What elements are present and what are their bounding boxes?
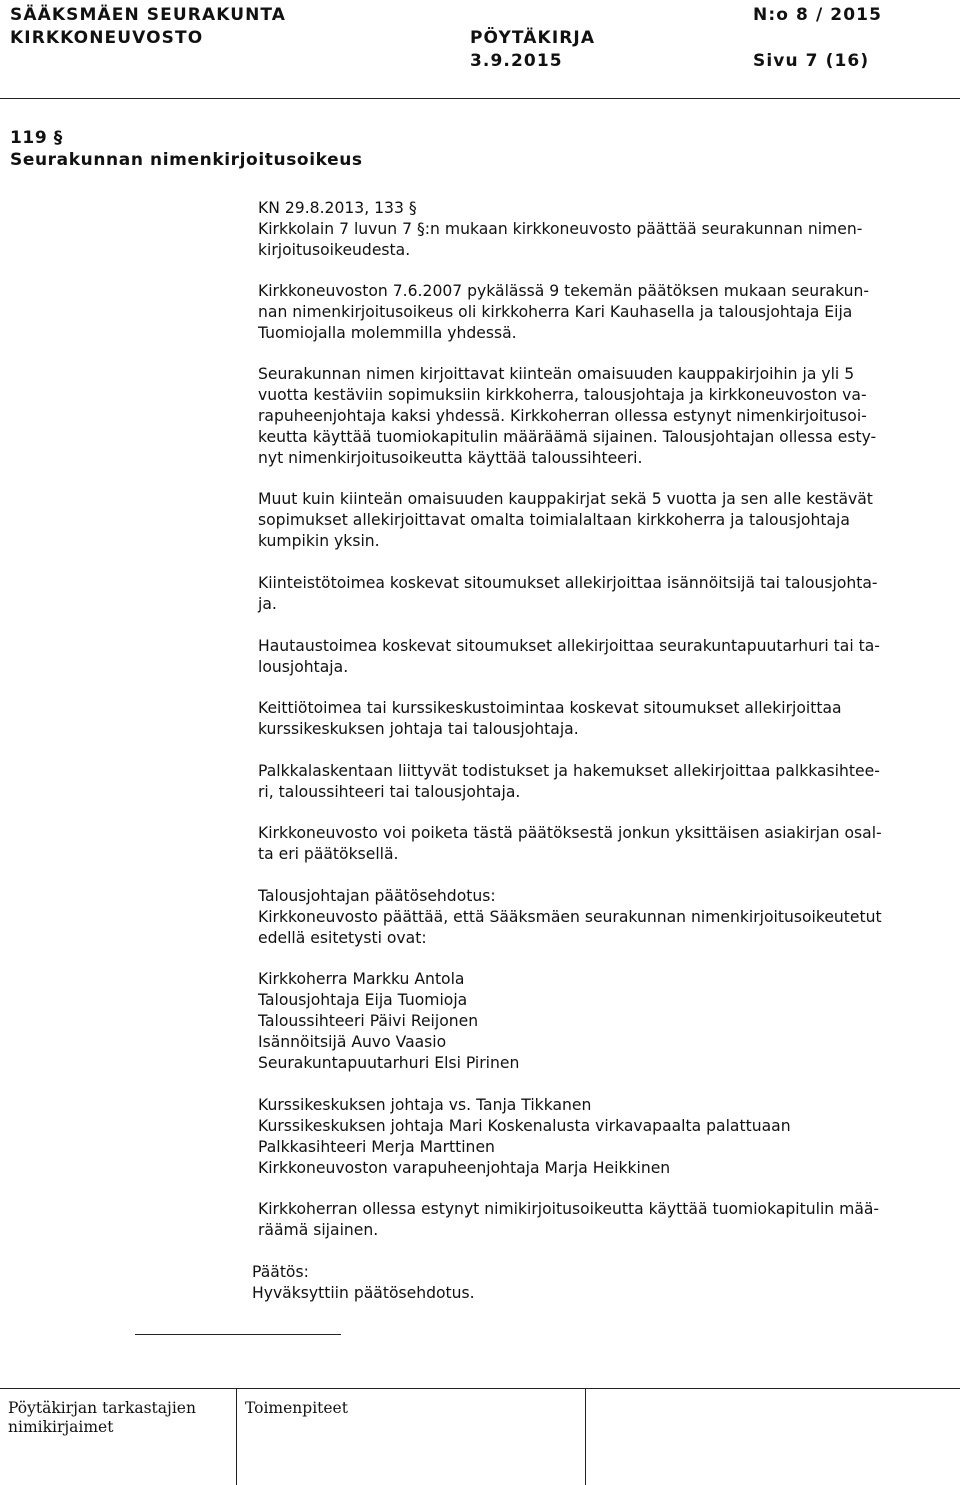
reviewers-label: Pöytäkirjan tarkastajien nimikirjaimet — [8, 1399, 196, 1436]
governing-body: KIRKKONEUVOSTO — [10, 28, 204, 48]
paragraph-7: Keittiötoimea tai kurssikeskustoimintaa koskevat sitoumukset allekirjoittaa kurssikeskuksen johtaja tai talousjohtaja. — [258, 699, 842, 738]
page-number: Sivu 7 (16) — [753, 51, 870, 71]
list-item: Palkkasihteeri Merja Marttinen — [258, 1138, 495, 1156]
actions-label: Toimenpiteet — [245, 1399, 348, 1417]
signature-line — [135, 1334, 341, 1335]
decision-heading: Päätös: — [252, 1263, 309, 1281]
footer-table — [0, 1388, 960, 1485]
signatory-list-2 — [258, 1095, 958, 1179]
list-item: Kurssikeskuksen johtaja Mari Koskenalusta virkavapaalta palattuaan — [258, 1117, 791, 1135]
list-item: Isännöitsijä Auvo Vaasio — [258, 1033, 447, 1051]
meeting-date: 3.9.2015 — [470, 51, 563, 71]
paragraph-6: Hautaustoimea koskevat sitoumukset allekirjoittaa seurakuntapuutarhuri tai ta- lousjohtaja. — [258, 637, 880, 676]
decision-text: Hyväksyttiin päätösehdotus. — [252, 1284, 475, 1302]
list-item: Kurssikeskuksen johtaja vs. Tanja Tikkanen — [258, 1096, 592, 1114]
footer-actions-cell — [237, 1389, 586, 1485]
paragraph-3: Seurakunnan nimen kirjoittavat kiinteän omaisuuden kauppakirjoihin ja yli 5 vuotta kestäviin sopimuksiin kirkkoherra, talousjohtaja ja kirkkoneuvoston va- rapuheenjohtaja kaksi yhdessä. Kirkkoherran ollessa estynyt nimenkirjoitusoi- keutta käyttää tuomiokapitulin määräämä sijainen. Talousjohtajan ollessa esty- nyt nimenkirjoitusoikeutta käyttää taloussihteeri. — [258, 365, 877, 467]
signatory-list-1 — [258, 969, 958, 1074]
organization-name: SÄÄKSMÄEN SEURAKUNTA — [10, 5, 287, 25]
document-number: N:o 8 / 2015 — [753, 5, 883, 25]
list-item: Kirkkoherra Markku Antola — [258, 970, 465, 988]
header-divider — [0, 98, 960, 99]
proposal: Talousjohtajan päätösehdotus: Kirkkoneuvosto päättää, että Sääksmäen seurakunnan nimenkirjoitusoikeutetut edellä esitetysti ovat: — [258, 886, 958, 949]
proposal-heading: Talousjohtajan päätösehdotus: — [258, 887, 496, 905]
document-type: PÖYTÄKIRJA — [470, 28, 596, 48]
list-item: Kirkkoneuvoston varapuheenjohtaja Marja Heikkinen — [258, 1159, 671, 1177]
paragraph-2: Kirkkoneuvoston 7.6.2007 pykälässä 9 tekemän päätöksen mukaan seurakun- nan nimenkirjoitusoikeus oli kirkkoherra Kari Kauhasella ja talousjohtaja Eija Tuomiojalla molemmilla yhdessä. — [258, 282, 870, 342]
paragraph-10: Kirkkoherran ollessa estynyt nimikirjoitusoikeutta käyttää tuomiokapitulin mää- räämä sijainen. — [258, 1200, 880, 1239]
paragraph-4: Muut kuin kiinteän omaisuuden kauppakirjat sekä 5 vuotta ja sen alle kestävät sopimukset allekirjoittavat omalta toimialaltaan kirkkoherra ja talousjohtaja kumpikin yksin. — [258, 490, 873, 550]
decision — [252, 1262, 952, 1304]
list-item: Taloussihteeri Päivi Reijonen — [258, 1012, 479, 1030]
paragraph-1: Kirkkolain 7 luvun 7 §:n mukaan kirkkoneuvosto päättää seurakunnan nimen- kirjoitusoikeudesta. — [258, 220, 863, 259]
footer-reviewers-cell — [0, 1389, 237, 1485]
paragraph-5: Kiinteistötoimea koskevat sitoumukset allekirjoittaa isännöitsijä tai talousjohta- ja. — [258, 574, 878, 613]
section-number: 119 § — [10, 128, 63, 148]
section-title: Seurakunnan nimenkirjoitusoikeus — [10, 150, 363, 170]
list-item: Seurakuntapuutarhuri Elsi Pirinen — [258, 1054, 520, 1072]
list-item: Talousjohtaja Eija Tuomioja — [258, 991, 468, 1009]
paragraph-8: Palkkalaskentaan liittyvät todistukset ja hakemukset allekirjoittaa palkkasihtee- ri, taloussihteeri tai talousjohtaja. — [258, 762, 880, 801]
reference-text: KN 29.8.2013, 133 § — [258, 199, 417, 217]
reference — [258, 198, 958, 219]
paragraph-9: Kirkkoneuvosto voi poiketa tästä päätöksestä jonkun yksittäisen asiakirjan osal- ta eri päätöksellä. — [258, 824, 882, 863]
